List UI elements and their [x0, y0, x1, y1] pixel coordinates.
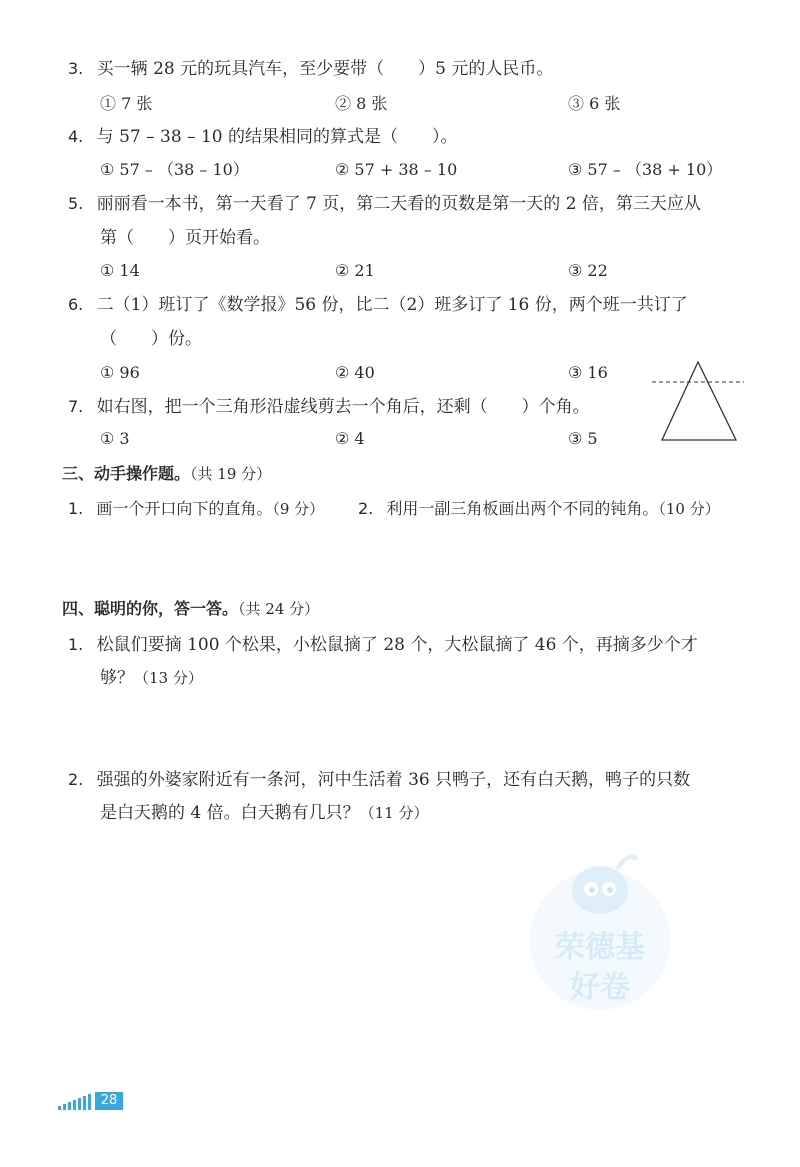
question-number: 6. — [68, 295, 84, 314]
item-number: 1. — [68, 499, 84, 518]
section-points: （共 19 分） — [190, 465, 272, 483]
question-number: 7. — [68, 397, 84, 416]
watermark-text-line1: 荣德基 — [555, 930, 645, 965]
option-a: ① 14 — [100, 261, 140, 280]
question-text: 与 57 – 38 – 10 的结果相同的算式是（ ）。 — [96, 127, 458, 147]
option-c: ③ 16 — [568, 363, 608, 382]
option-b: ② 8 张 — [335, 94, 388, 113]
question-text: 二（1）班订了《数学报》56 份，比二（2）班多订了 16 份，两个班一共订了 — [96, 295, 688, 315]
question-7 — [68, 396, 590, 418]
section-3-heading — [62, 463, 271, 485]
option-b: ② 40 — [335, 363, 375, 382]
question-5 — [68, 193, 701, 215]
watermark-text-line2: 好卷 — [570, 970, 630, 1005]
question-text: 买一辆 28 元的玩具汽车，至少要带（ ）5 元的人民币。 — [96, 59, 554, 79]
triangle-shape — [662, 362, 736, 440]
option-c: ③ 57 – （38 + 10） — [568, 160, 723, 179]
section-3-item-2 — [358, 498, 720, 520]
option-c: ③ 6 张 — [568, 94, 621, 113]
item-number: 1. — [68, 635, 84, 654]
option-a: ① 3 — [100, 429, 130, 448]
option-a: ① 96 — [100, 363, 140, 382]
option-b: ② 4 — [335, 429, 365, 448]
item-text-continued: 够？ — [100, 668, 134, 688]
section-4-item-1 — [68, 634, 698, 656]
question-text-continued: （ ）份。 — [100, 329, 202, 349]
question-text-continued: 第（ ）页开始看。 — [100, 228, 270, 248]
question-number: 5. — [68, 194, 84, 213]
section-3-item-1 — [68, 498, 324, 520]
question-text: 丽丽看一本书，第一天看了 7 页，第二天看的页数是第一天的 2 倍，第三天应从 — [96, 194, 701, 214]
publisher-watermark — [525, 845, 675, 1020]
section-4-heading — [62, 598, 319, 620]
item-text: 画一个开口向下的直角。 — [96, 499, 273, 518]
item-number: 2. — [358, 499, 374, 518]
question-number: 4. — [68, 127, 84, 146]
question-number: 3. — [68, 59, 84, 78]
item-text-continued: 是白天鹅的 4 倍。白天鹅有几只？ — [100, 803, 360, 823]
mascot-head-icon — [572, 866, 628, 914]
item-text: 利用一副三角板画出两个不同的钝角。 — [386, 499, 659, 518]
section-4-item-2 — [68, 769, 690, 791]
item-points: （11 分） — [359, 804, 429, 822]
item-points: （13 分） — [134, 669, 203, 687]
section-points: （共 24 分） — [238, 600, 320, 618]
item-number: 2. — [68, 770, 84, 789]
option-b: ② 21 — [335, 261, 375, 280]
item-points: （10 分） — [658, 500, 720, 518]
question-6 — [68, 294, 688, 316]
question-text: 如右图，把一个三角形沿虚线剪去一个角后，还剩（ ）个角。 — [96, 397, 590, 417]
option-a: ① 57 – （38 – 10） — [100, 160, 249, 179]
question-4 — [68, 126, 458, 148]
question-3 — [68, 58, 553, 80]
section-4-item-1-continued — [100, 667, 203, 689]
option-c: ③ 22 — [568, 261, 608, 280]
section-4-item-2-continued — [100, 802, 428, 824]
item-points: （9 分） — [272, 500, 325, 518]
option-c: ③ 5 — [568, 429, 598, 448]
triangle-figure — [648, 360, 748, 444]
section-title: 四、聪明的你，答一答。 — [62, 599, 239, 618]
section-title: 三、动手操作题。 — [62, 464, 191, 483]
item-text: 强强的外婆家附近有一条河，河中生活着 36 只鸭子，还有白天鹅，鸭子的只数 — [96, 770, 691, 790]
page-number: 28 — [95, 1092, 123, 1110]
page-bars-decoration — [58, 1094, 94, 1110]
item-text: 松鼠们要摘 100 个松果，小松鼠摘了 28 个，大松鼠摘了 46 个，再摘多少个才 — [96, 635, 698, 655]
option-b: ② 57 + 38 – 10 — [335, 160, 458, 179]
option-a: ① 7 张 — [100, 94, 153, 113]
